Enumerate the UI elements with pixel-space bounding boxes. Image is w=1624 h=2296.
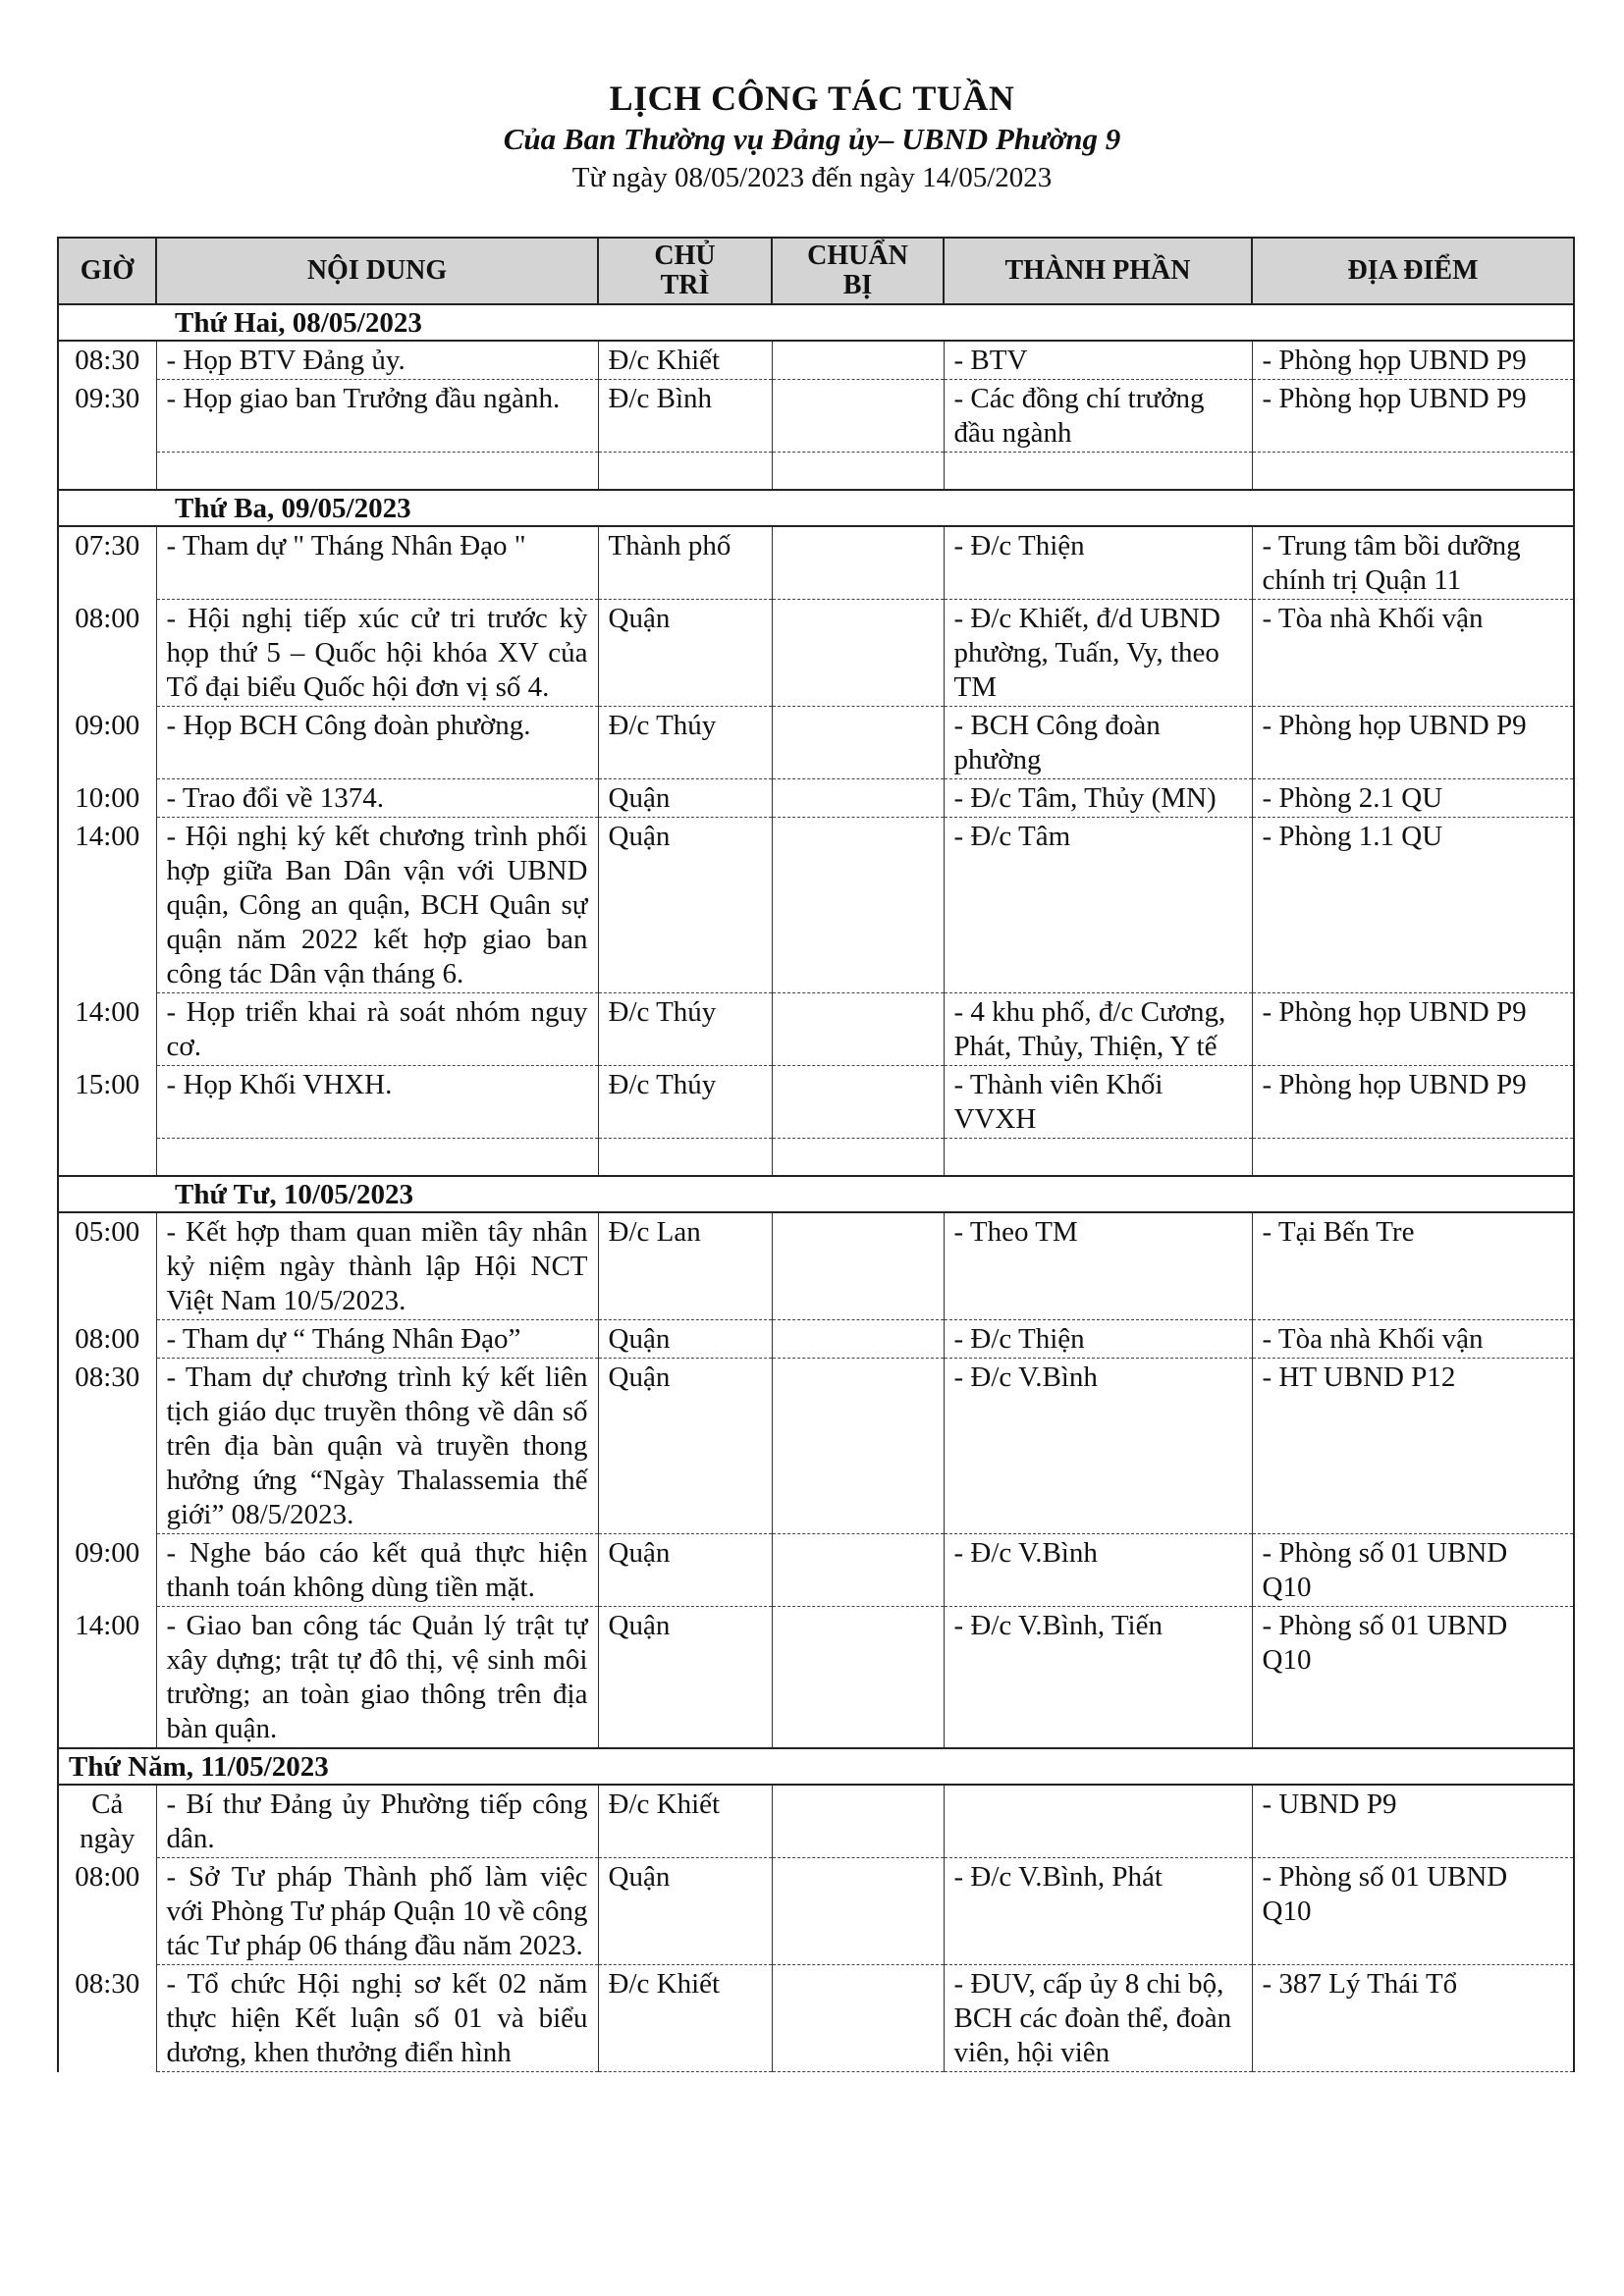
table-row-empty [58, 453, 1574, 491]
chair-cell: Quận [598, 1320, 772, 1359]
content-cell: - Hội nghị tiếp xúc cử tri trước kỳ họp thứ 5 – Quốc hội khóa XV của Tổ đại biểu Quốc hội đơn vị số 4. [156, 600, 598, 707]
day-header-row [58, 490, 1574, 526]
location-cell: - HT UBND P12 [1252, 1359, 1574, 1534]
table-row [58, 707, 1574, 779]
page-title: LỊCH CÔNG TÁC TUẦN [609, 79, 1015, 118]
content-cell [156, 453, 598, 491]
content-cell: - Sở Tư pháp Thành phố làm việc với Phòng Tư pháp Quận 10 về công tác Tư pháp 06 tháng đầu năm 2023. [156, 1858, 598, 1965]
table-row [58, 526, 1574, 600]
participants-cell: - Các đồng chí trưởng đầu ngành [944, 380, 1252, 453]
content-cell: - Họp BTV Đảng ủy. [156, 341, 598, 380]
prepare-cell [772, 1607, 944, 1749]
location-cell: - Phòng họp UBND P9 [1252, 341, 1574, 380]
prepare-cell [772, 1359, 944, 1534]
participants-cell: - Đ/c V.Bình, Tiến [944, 1607, 1252, 1749]
location-cell: - Trung tâm bồi dưỡng chính trị Quận 11 [1252, 526, 1574, 600]
participants-cell: - BTV [944, 341, 1252, 380]
location-cell: - Phòng 2.1 QU [1252, 779, 1574, 818]
prepare-cell [772, 1212, 944, 1320]
participants-cell: - Đ/c Thiện [944, 1320, 1252, 1359]
page-subtitle: Của Ban Thường vụ Đảng ủy– UBND Phường 9 [503, 122, 1121, 156]
table-row [58, 1607, 1574, 1749]
chair-cell: Đ/c Thúy [598, 1066, 772, 1139]
participants-cell [944, 1785, 1252, 1858]
participants-cell: - ĐUV, cấp ủy 8 chi bộ, BCH các đoàn thể, đoàn viên, hội viên [944, 1965, 1252, 2072]
chair-cell: Đ/c Bình [598, 380, 772, 453]
location-cell: - Phòng số 01 UBND Q10 [1252, 1607, 1574, 1749]
table-row [58, 341, 1574, 380]
prepare-cell [772, 818, 944, 993]
time-cell: 09:30 [58, 380, 156, 453]
table-row [58, 1534, 1574, 1607]
time-cell: 08:30 [58, 1359, 156, 1534]
col-header-diadiem: ĐỊA ĐIỂM [1252, 238, 1574, 304]
date-range: Từ ngày 08/05/2023 đến ngày 14/05/2023 [571, 162, 1053, 193]
day-header-cell [58, 1748, 1574, 1785]
prepare-cell [772, 1534, 944, 1607]
content-cell: - Kết hợp tham quan miền tây nhân kỷ niệm ngày thành lập Hội NCT Việt Nam 10/5/2023. [156, 1212, 598, 1320]
time-cell: 07:30 [58, 526, 156, 600]
content-cell: - Họp Khối VHXH. [156, 1066, 598, 1139]
day-label: Thứ Tư, 10/05/2023 [175, 1179, 413, 1210]
day-header-cell [58, 304, 1574, 341]
prepare-cell [772, 1139, 944, 1177]
chair-cell: Thành phố [598, 526, 772, 600]
day-label: Thứ Hai, 08/05/2023 [175, 307, 422, 339]
time-cell: 08:30 [58, 341, 156, 380]
table-row [58, 1785, 1574, 1858]
content-cell [156, 1139, 598, 1177]
chair-cell [598, 453, 772, 491]
chair-cell: Quận [598, 779, 772, 818]
time-cell: 08:00 [58, 1320, 156, 1359]
participants-cell: - Đ/c Tâm [944, 818, 1252, 993]
day-label: Thứ Năm, 11/05/2023 [69, 1751, 329, 1783]
day-label: Thứ Ba, 09/05/2023 [175, 493, 411, 524]
chair-cell: Đ/c Khiết [598, 1965, 772, 2072]
day-header-cell [58, 1176, 1574, 1212]
participants-cell: - Đ/c Tâm, Thủy (MN) [944, 779, 1252, 818]
prepare-cell [772, 600, 944, 707]
table-row [58, 818, 1574, 993]
prepare-cell [772, 1785, 944, 1858]
location-cell: - Phòng 1.1 QU [1252, 818, 1574, 993]
table-row [58, 600, 1574, 707]
location-cell: - Tại Bến Tre [1252, 1212, 1574, 1320]
participants-cell: - Thành viên Khối VVXH [944, 1066, 1252, 1139]
chair-cell: Quận [598, 1359, 772, 1534]
time-cell: Cả ngày [58, 1785, 156, 1858]
location-cell: - Phòng họp UBND P9 [1252, 707, 1574, 779]
prepare-cell [772, 380, 944, 453]
prepare-cell [772, 1858, 944, 1965]
participants-cell: - BCH Công đoàn phường [944, 707, 1252, 779]
schedule-table [57, 237, 1575, 2072]
location-cell: - Phòng họp UBND P9 [1252, 1066, 1574, 1139]
prepare-cell [772, 993, 944, 1066]
table-row [58, 1965, 1574, 2072]
time-cell: 08:30 [58, 1965, 156, 2072]
time-cell: 09:00 [58, 707, 156, 779]
col-header-chutri: CHỦ TRÌ [598, 238, 772, 304]
content-cell: - Họp triển khai rà soát nhóm nguy cơ. [156, 993, 598, 1066]
participants-cell: - Đ/c Thiện [944, 526, 1252, 600]
content-cell: - Họp BCH Công đoàn phường. [156, 707, 598, 779]
participants-cell: - Đ/c V.Bình, Phát [944, 1858, 1252, 1965]
chair-cell: Quận [598, 600, 772, 707]
time-cell: 14:00 [58, 818, 156, 993]
day-header-row [58, 304, 1574, 341]
location-cell: - UBND P9 [1252, 1785, 1574, 1858]
chair-cell: Quận [598, 1858, 772, 1965]
time-cell: 14:00 [58, 993, 156, 1066]
table-header-row [58, 238, 1574, 304]
participants-cell [944, 453, 1252, 491]
day-header-row [58, 1176, 1574, 1212]
day-header-cell [58, 490, 1574, 526]
chair-cell: Đ/c Khiết [598, 1785, 772, 1858]
location-cell: - 387 Lý Thái Tổ [1252, 1965, 1574, 2072]
location-cell: - Phòng số 01 UBND Q10 [1252, 1534, 1574, 1607]
chair-cell: Đ/c Thúy [598, 993, 772, 1066]
content-cell: - Hội nghị ký kết chương trình phối hợp giữa Ban Dân vận với UBND quận, Công an quận, BCH Quân sự quận năm 2022 kết hợp giao ban công tác Dân vận tháng 6. [156, 818, 598, 993]
content-cell: - Trao đổi về 1374. [156, 779, 598, 818]
content-cell: - Nghe báo cáo kết quả thực hiện thanh toán không dùng tiền mặt. [156, 1534, 598, 1607]
chair-cell: Quận [598, 818, 772, 993]
table-row [58, 1320, 1574, 1359]
time-cell: 05:00 [58, 1212, 156, 1320]
location-cell: - Tòa nhà Khối vận [1252, 1320, 1574, 1359]
col-header-gio: GIỜ [58, 238, 156, 304]
chair-cell [598, 1139, 772, 1177]
prepare-cell [772, 707, 944, 779]
table-row [58, 993, 1574, 1066]
content-cell: - Tham dự " Tháng Nhân Đạo " [156, 526, 598, 600]
location-cell [1252, 453, 1574, 491]
participants-cell: - Theo TM [944, 1212, 1252, 1320]
prepare-cell [772, 1965, 944, 2072]
prepare-cell [772, 526, 944, 600]
location-cell: - Tòa nhà Khối vận [1252, 600, 1574, 707]
chair-cell: Quận [598, 1607, 772, 1749]
col-header-thanhphan: THÀNH PHẦN [944, 238, 1252, 304]
location-cell [1252, 1139, 1574, 1177]
table-row [58, 1858, 1574, 1965]
time-cell: 15:00 [58, 1066, 156, 1139]
chair-cell: Đ/c Lan [598, 1212, 772, 1320]
location-cell: - Phòng họp UBND P9 [1252, 993, 1574, 1066]
content-cell: - Họp giao ban Trưởng đầu ngành. [156, 380, 598, 453]
chair-cell: Đ/c Thúy [598, 707, 772, 779]
participants-cell: - Đ/c V.Bình [944, 1359, 1252, 1534]
table-row [58, 779, 1574, 818]
location-cell: - Phòng họp UBND P9 [1252, 380, 1574, 453]
prepare-cell [772, 1066, 944, 1139]
prepare-cell [772, 1320, 944, 1359]
time-cell: 08:00 [58, 1858, 156, 1965]
prepare-cell [772, 779, 944, 818]
content-cell: - Giao ban công tác Quản lý trật tự xây dựng; trật tự đô thị, vệ sinh môi trường; an toàn giao thông trên địa bàn quận. [156, 1607, 598, 1749]
col-header-noidung: NỘI DUNG [156, 238, 598, 304]
document-header [0, 77, 1624, 196]
chair-cell: Quận [598, 1534, 772, 1607]
prepare-cell [772, 453, 944, 491]
content-cell: - Tham dự chương trình ký kết liên tịch giáo dục truyền thông về dân số trên địa bàn quận và truyền thong hưởng ứng “Ngày Thalassemia thế giới” 08/5/2023. [156, 1359, 598, 1534]
col-header-chuanbi: CHUẨN BỊ [772, 238, 944, 304]
chair-cell: Đ/c Khiết [598, 341, 772, 380]
table-row [58, 1212, 1574, 1320]
participants-cell: - Đ/c V.Bình [944, 1534, 1252, 1607]
participants-cell: - 4 khu phố, đ/c Cương, Phát, Thủy, Thiện, Y tế [944, 993, 1252, 1066]
location-cell: - Phòng số 01 UBND Q10 [1252, 1858, 1574, 1965]
time-cell: 08:00 [58, 600, 156, 707]
time-cell [58, 453, 156, 491]
table-row-empty [58, 1139, 1574, 1177]
content-cell: - Tham dự “ Tháng Nhân Đạo” [156, 1320, 598, 1359]
prepare-cell [772, 341, 944, 380]
day-header-row [58, 1748, 1574, 1785]
table-row [58, 1066, 1574, 1139]
content-cell: - Bí thư Đảng ủy Phường tiếp công dân. [156, 1785, 598, 1858]
content-cell: - Tổ chức Hội nghị sơ kết 02 năm thực hiện Kết luận số 01 và biểu dương, khen thưởng điển hình [156, 1965, 598, 2072]
time-cell: 14:00 [58, 1607, 156, 1749]
participants-cell [944, 1139, 1252, 1177]
participants-cell: - Đ/c Khiết, đ/d UBND phường, Tuấn, Vy, theo TM [944, 600, 1252, 707]
time-cell [58, 1139, 156, 1177]
table-row [58, 380, 1574, 453]
table-row [58, 1359, 1574, 1534]
time-cell: 09:00 [58, 1534, 156, 1607]
time-cell: 10:00 [58, 779, 156, 818]
